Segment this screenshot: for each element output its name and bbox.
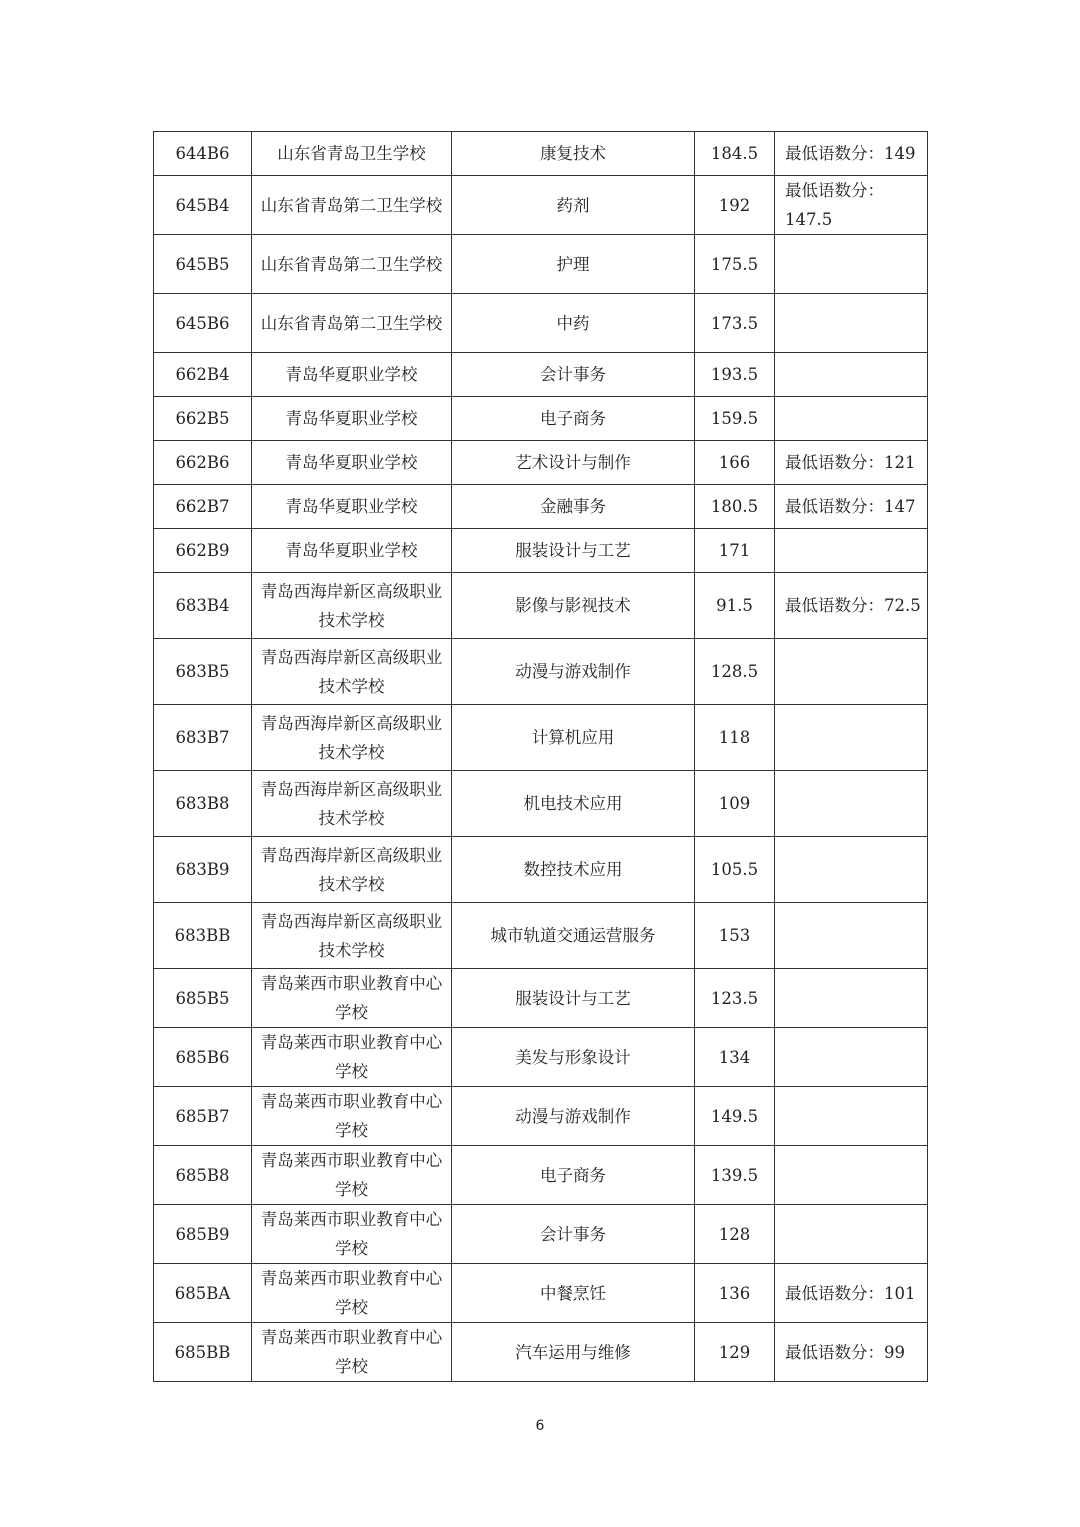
cell-major: 艺术设计与制作 [452,441,695,485]
cell-major: 电子商务 [452,397,695,441]
cell-school: 青岛西海岸新区高级职业技术学校 [252,837,452,903]
cell-note [775,1028,928,1087]
cell-code: 644B6 [154,132,252,176]
table-row [154,705,928,771]
cell-code: 662B5 [154,397,252,441]
cell-score: 159.5 [695,397,775,441]
cell-note: 最低语数分：72.5 [775,573,928,639]
cell-code: 645B4 [154,176,252,235]
cell-major: 服装设计与工艺 [452,969,695,1028]
cell-school: 山东省青岛第二卫生学校 [252,294,452,353]
table-row [154,837,928,903]
cell-score: 192 [695,176,775,235]
table-row [154,353,928,397]
table-row [154,573,928,639]
table-row [154,235,928,294]
cell-school: 青岛莱西市职业教育中心学校 [252,1205,452,1264]
cell-note [775,903,928,969]
cell-major: 会计事务 [452,353,695,397]
table-row [154,1028,928,1087]
cell-note [775,837,928,903]
cell-score: 180.5 [695,485,775,529]
cell-school: 山东省青岛第二卫生学校 [252,176,452,235]
cell-note: 最低语数分：149 [775,132,928,176]
cell-school: 青岛莱西市职业教育中心学校 [252,1146,452,1205]
table-row [154,176,928,235]
cell-major: 美发与形象设计 [452,1028,695,1087]
cell-major: 金融事务 [452,485,695,529]
table-row [154,485,928,529]
cell-school: 青岛莱西市职业教育中心学校 [252,1323,452,1382]
cell-code: 683B8 [154,771,252,837]
cell-school: 青岛莱西市职业教育中心学校 [252,1264,452,1323]
cell-note [775,294,928,353]
table-row [154,441,928,485]
cell-note: 最低语数分：99 [775,1323,928,1382]
cell-major: 汽车运用与维修 [452,1323,695,1382]
cell-school: 山东省青岛第二卫生学校 [252,235,452,294]
cell-code: 662B6 [154,441,252,485]
cell-school: 青岛华夏职业学校 [252,353,452,397]
cell-score: 134 [695,1028,775,1087]
cell-code: 662B7 [154,485,252,529]
table-row [154,903,928,969]
cell-school: 青岛华夏职业学校 [252,485,452,529]
cell-code: 685BB [154,1323,252,1382]
cell-code: 683B9 [154,837,252,903]
cell-major: 电子商务 [452,1146,695,1205]
cell-note [775,397,928,441]
cell-major: 机电技术应用 [452,771,695,837]
cell-major: 数控技术应用 [452,837,695,903]
admission-score-table [153,131,928,1382]
cell-major: 药剂 [452,176,695,235]
table-row [154,132,928,176]
cell-score: 128.5 [695,639,775,705]
table-row [154,969,928,1028]
page-number: 6 [535,1418,545,1434]
cell-note [775,1087,928,1146]
cell-major: 中餐烹饪 [452,1264,695,1323]
table-row [154,1087,928,1146]
cell-code: 683BB [154,903,252,969]
cell-code: 685B6 [154,1028,252,1087]
table-row [154,1146,928,1205]
cell-code: 683B5 [154,639,252,705]
cell-score: 105.5 [695,837,775,903]
cell-note [775,353,928,397]
cell-code: 645B5 [154,235,252,294]
cell-note [775,705,928,771]
cell-score: 173.5 [695,294,775,353]
cell-note: 最低语数分：101 [775,1264,928,1323]
table-row [154,1264,928,1323]
cell-score: 193.5 [695,353,775,397]
cell-score: 139.5 [695,1146,775,1205]
cell-note: 最低语数分：147.5 [775,176,928,235]
cell-code: 662B9 [154,529,252,573]
cell-score: 136 [695,1264,775,1323]
cell-major: 康复技术 [452,132,695,176]
cell-school: 青岛莱西市职业教育中心学校 [252,1087,452,1146]
cell-score: 118 [695,705,775,771]
cell-school: 青岛西海岸新区高级职业技术学校 [252,573,452,639]
cell-school: 青岛华夏职业学校 [252,441,452,485]
cell-school: 青岛西海岸新区高级职业技术学校 [252,639,452,705]
cell-score: 109 [695,771,775,837]
cell-major: 影像与影视技术 [452,573,695,639]
cell-score: 184.5 [695,132,775,176]
cell-score: 153 [695,903,775,969]
cell-school: 青岛华夏职业学校 [252,529,452,573]
cell-score: 123.5 [695,969,775,1028]
cell-school: 青岛莱西市职业教育中心学校 [252,969,452,1028]
cell-score: 166 [695,441,775,485]
cell-score: 149.5 [695,1087,775,1146]
cell-major: 会计事务 [452,1205,695,1264]
cell-code: 685B9 [154,1205,252,1264]
cell-note [775,1146,928,1205]
cell-major: 计算机应用 [452,705,695,771]
cell-school: 青岛西海岸新区高级职业技术学校 [252,903,452,969]
cell-score: 171 [695,529,775,573]
table-row [154,397,928,441]
table-row [154,529,928,573]
cell-note [775,529,928,573]
cell-major: 中药 [452,294,695,353]
cell-school: 青岛西海岸新区高级职业技术学校 [252,771,452,837]
cell-major: 动漫与游戏制作 [452,1087,695,1146]
cell-score: 175.5 [695,235,775,294]
cell-school: 青岛华夏职业学校 [252,397,452,441]
cell-major: 动漫与游戏制作 [452,639,695,705]
cell-score: 91.5 [695,573,775,639]
table-row [154,1205,928,1264]
table-row [154,639,928,705]
cell-school: 青岛西海岸新区高级职业技术学校 [252,705,452,771]
cell-code: 685B5 [154,969,252,1028]
table-row [154,1323,928,1382]
cell-note: 最低语数分：147 [775,485,928,529]
table-row [154,294,928,353]
cell-score: 129 [695,1323,775,1382]
cell-major: 服装设计与工艺 [452,529,695,573]
cell-note [775,1205,928,1264]
cell-code: 683B7 [154,705,252,771]
cell-note [775,771,928,837]
cell-score: 128 [695,1205,775,1264]
cell-code: 685B8 [154,1146,252,1205]
cell-note [775,969,928,1028]
table-row [154,771,928,837]
cell-school: 青岛莱西市职业教育中心学校 [252,1028,452,1087]
cell-code: 683B4 [154,573,252,639]
cell-school: 山东省青岛卫生学校 [252,132,452,176]
cell-major: 城市轨道交通运营服务 [452,903,695,969]
cell-note [775,235,928,294]
cell-code: 685BA [154,1264,252,1323]
cell-note: 最低语数分：121 [775,441,928,485]
cell-major: 护理 [452,235,695,294]
cell-code: 685B7 [154,1087,252,1146]
cell-note [775,639,928,705]
cell-code: 662B4 [154,353,252,397]
cell-code: 645B6 [154,294,252,353]
table-body [154,132,928,1382]
